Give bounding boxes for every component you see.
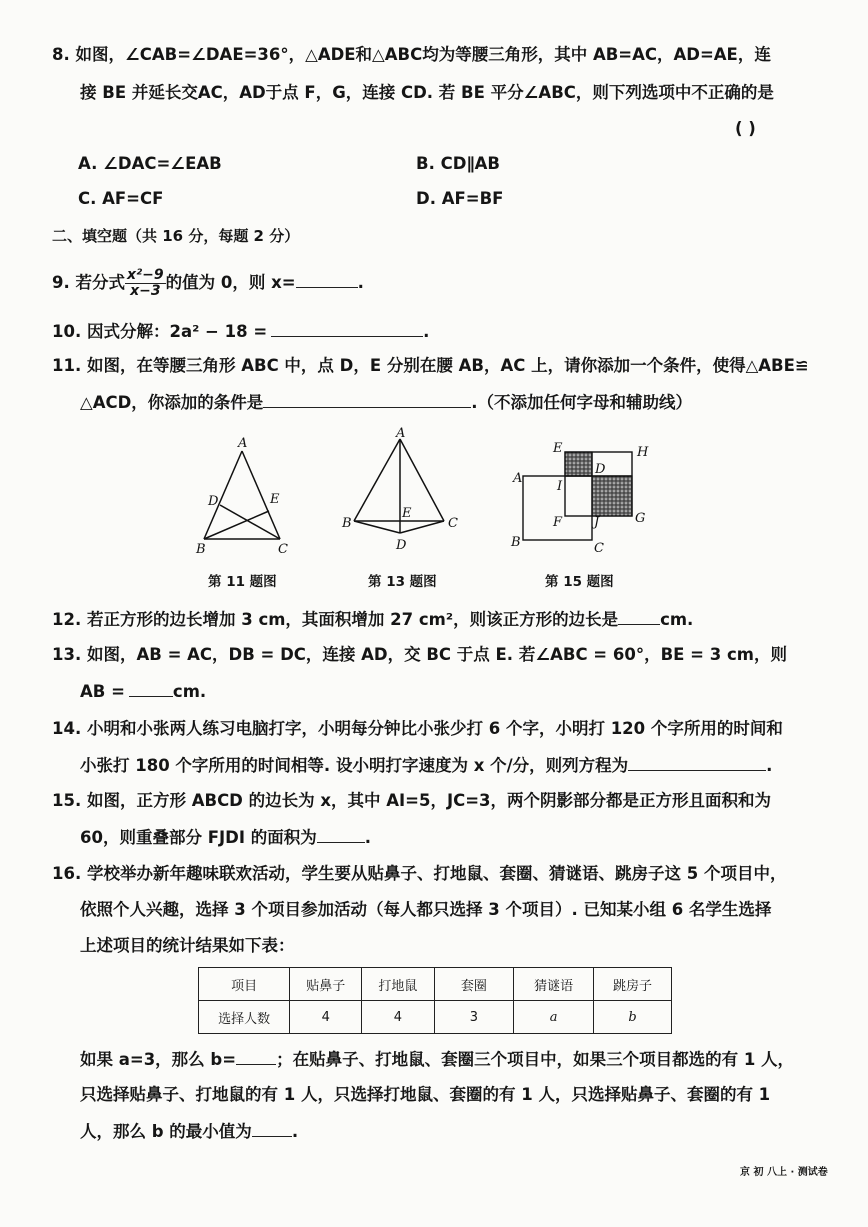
q10-end: . <box>423 322 430 341</box>
q16-line6 <box>80 1120 298 1143</box>
q16-answer-blank-min[interactable] <box>252 1120 292 1137</box>
q15-line2-pre: 60，则重叠部分 FJDI 的面积为 <box>80 828 317 847</box>
fig13-label-e: E <box>402 506 412 521</box>
figure-11 <box>190 435 300 560</box>
fig11-label-a: A <box>238 436 248 451</box>
q14-line2 <box>80 754 772 777</box>
q8-option-b: B. CD∥AB <box>416 154 500 173</box>
table-cell: 4 <box>362 1001 434 1034</box>
q9-answer-blank[interactable] <box>296 271 358 288</box>
fig13-label-a: A <box>396 426 406 441</box>
q16-table <box>198 967 672 1034</box>
fig15-label-c: C <box>594 541 604 556</box>
q10 <box>52 320 429 343</box>
table-cell: 选择人数 <box>199 1001 290 1034</box>
table-header-cell: 打地鼠 <box>362 968 434 1001</box>
fig11-label-d: D <box>208 494 219 509</box>
q12-answer-blank[interactable] <box>618 608 660 625</box>
q8-option-a: A. ∠DAC=∠EAB <box>78 154 222 173</box>
q8-line2: 接 BE 并延长交AC，AD于点 F，G，连接 CD. 若 BE 平分∠ABC，则下列选项中不正确的是 <box>80 83 774 102</box>
fig15-label-h: H <box>637 445 649 460</box>
q9 <box>52 268 364 299</box>
q16-line2: 依照个人兴趣，选择 3 个项目参加活动（每人都只选择 3 个项目）. 已知某小组 6 名学生选择 <box>80 900 772 919</box>
q15-line1: 15. 如图，正方形 ABCD 的边长为 x，其中 AI=5，JC=3，两个阴影部分都是正方形且面积和为 <box>52 791 772 810</box>
q13-line2 <box>80 680 206 703</box>
q11-answer-blank[interactable] <box>263 391 471 408</box>
q15-end: . <box>364 828 371 847</box>
caption-fig13: 第 13 题图 <box>368 574 437 590</box>
table-cell: b <box>594 1001 672 1034</box>
q16-line4-post: ；在贴鼻子、打地鼠、套圈三个项目中，如果三个项目都选的有 1 人， <box>276 1050 795 1069</box>
fig11-label-b: B <box>196 542 206 557</box>
q13-line2-post: cm. <box>172 682 207 701</box>
table-header-cell: 套圈 <box>434 968 514 1001</box>
q16-line3: 上述项目的统计结果如下表： <box>80 936 295 955</box>
q8-option-d: D. AF=BF <box>416 189 504 208</box>
q12-pre: 12. 若正方形的边长增加 3 cm，其面积增加 27 cm²，则该正方形的边长是 <box>52 610 619 629</box>
fig13-label-d: D <box>396 538 407 553</box>
q14-line2-pre: 小张打 180 个字所用的时间相等. 设小明打字速度为 x 个/分，则列方程为 <box>80 756 629 775</box>
fig15-label-f: F <box>553 515 563 530</box>
q12-post: cm. <box>660 610 694 629</box>
table-cell: 3 <box>434 1001 514 1034</box>
table-header-row <box>199 968 672 1001</box>
q8-option-c: C. AF=CF <box>78 189 164 208</box>
q9-pre: 9. 若分式 <box>52 273 125 292</box>
section-heading: 二、填空题（共 16 分，每题 2 分） <box>52 227 300 245</box>
q16-line4-pre: 如果 a=3，那么 b= <box>80 1050 237 1069</box>
table-header-cell: 贴鼻子 <box>290 968 362 1001</box>
fig13-label-c: C <box>448 516 458 531</box>
q14-line1: 14. 小明和小张两人练习电脑打字，小明每分钟比小张少打 6 个字，小明打 120 个字所用的时间和 <box>52 719 783 738</box>
table-header-cell: 跳房子 <box>594 968 672 1001</box>
table-header-cell: 猜谜语 <box>514 968 594 1001</box>
q13-line1: 13. 如图，AB = AC，DB = DC，连接 AD，交 BC 于点 E. 若∠ABC = 60°，BE = 3 cm，则 <box>52 645 787 664</box>
table-cell: 4 <box>290 1001 362 1034</box>
q8-answer-paren: ( ) <box>735 119 756 138</box>
table-cell: a <box>514 1001 594 1034</box>
fig11-label-c: C <box>278 542 288 557</box>
q15-answer-blank[interactable] <box>317 826 365 843</box>
fig15-label-i: I <box>557 479 563 494</box>
figure-13 <box>338 425 468 555</box>
fig15-label-a: A <box>513 471 523 486</box>
q16-end: . <box>291 1122 299 1141</box>
footer-label: 京 初 八上 · 测试卷 <box>740 1167 828 1178</box>
table-row <box>199 1001 672 1034</box>
fig13-label-b: B <box>342 516 352 531</box>
q16-line4 <box>80 1048 794 1071</box>
q16-line5: 只选择贴鼻子、打地鼠的有 1 人，只选择打地鼠、套圈的有 1 人，只选择贴鼻子、套圈的有 1 <box>80 1085 771 1104</box>
q9-numerator: x²−9 <box>127 267 164 283</box>
q10-answer-blank[interactable] <box>271 320 423 337</box>
q15-line2 <box>80 826 371 849</box>
q9-denominator: x−3 <box>130 283 161 299</box>
fig15-label-d: D <box>595 462 606 477</box>
q16-line6-pre: 人，那么 b 的最小值为 <box>80 1122 252 1141</box>
q12 <box>52 608 693 631</box>
q9-fraction <box>125 268 166 299</box>
fig15-label-j: J <box>594 515 600 530</box>
q16-answer-blank-b[interactable] <box>236 1048 276 1065</box>
q10-pre: 10. 因式分解：2a² − 18 = <box>52 322 268 341</box>
q11-line2-pre: △ACD，你添加的条件是 <box>80 393 264 412</box>
figure-15 <box>505 438 665 560</box>
caption-fig15: 第 15 题图 <box>545 574 614 590</box>
q8-line1: 8. 如图，∠CAB=∠DAE=36°，△ADE和△ABC均为等腰三角形，其中 AB=AC，AD=AE，连 <box>52 45 771 64</box>
q13-answer-blank[interactable] <box>129 680 173 697</box>
q14-end: . <box>766 756 773 775</box>
table-header-cell: 项目 <box>199 968 290 1001</box>
q16-line1: 16. 学校举办新年趣味联欢活动，学生要从贴鼻子、打地鼠、套圈、猜谜语、跳房子这 5 个项目中， <box>52 864 787 883</box>
q11-line2-post: .（不添加任何字母和辅助线） <box>471 393 693 412</box>
q13-line2-pre: AB = <box>80 682 125 701</box>
q11-line2 <box>80 391 692 414</box>
q9-end: . <box>357 273 364 292</box>
fig11-label-e: E <box>270 492 280 507</box>
q11-line1: 11. 如图，在等腰三角形 ABC 中，点 D，E 分别在腰 AB，AC 上，请你添加一个条件，使得△ABE≌ <box>52 356 809 375</box>
q14-answer-blank[interactable] <box>628 754 766 771</box>
q9-post: 的值为 0，则 x= <box>165 273 296 292</box>
fig15-label-b: B <box>511 535 521 550</box>
fig15-label-g: G <box>635 511 646 526</box>
caption-fig11: 第 11 题图 <box>208 574 277 590</box>
fig15-label-e: E <box>553 441 563 456</box>
